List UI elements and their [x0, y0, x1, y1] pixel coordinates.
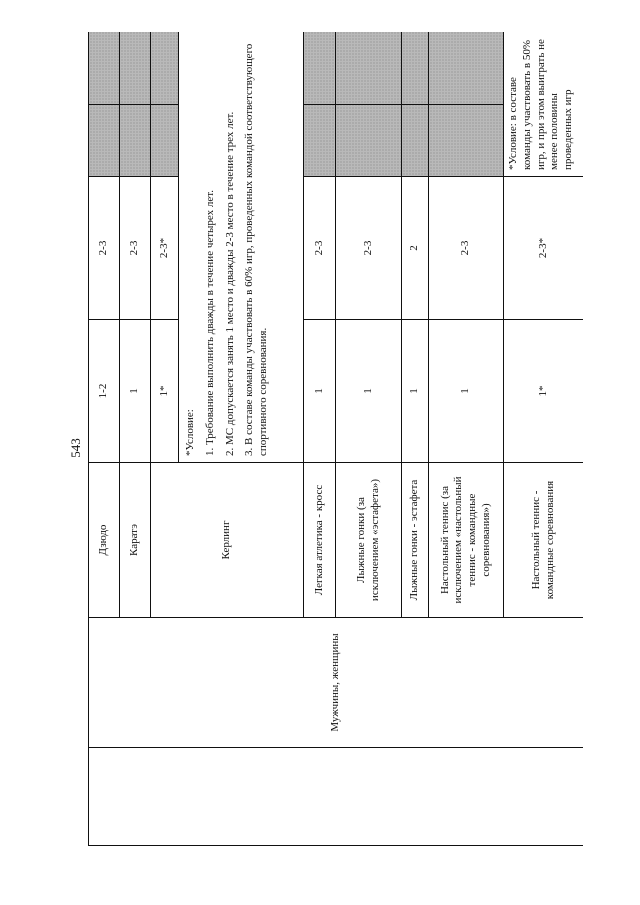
- shaded-cell: [402, 32, 429, 105]
- shaded-cell: [89, 105, 120, 177]
- document: [88, 32, 583, 846]
- value-cell: 1: [304, 320, 336, 463]
- sport-name: Каратэ: [120, 463, 151, 618]
- shaded-cell: [151, 32, 179, 105]
- shaded-cell: [304, 105, 336, 177]
- value-cell: 2: [402, 177, 429, 320]
- sport-name: Настольный теннис - командные соревнования: [504, 463, 584, 618]
- sport-name: Дзюдо: [89, 463, 120, 618]
- sport-name: Лыжные гонки (за исключением «эстафета»): [336, 463, 402, 618]
- condition-item: 1. Требование выполнить дважды в течение четырех лет.: [203, 189, 216, 456]
- value-cell: 2-3: [89, 177, 120, 320]
- condition-item: 2. МС допускается занять 1 место и дважды 2-3 место в течение трех лет.: [223, 111, 236, 456]
- condition-item: 3. В составе команды участвовать в 60% игр, проведенных командой соответствующего спортивного соревнования.: [243, 43, 269, 456]
- shaded-cell: [89, 32, 120, 105]
- condition-title: *Условие:: [184, 409, 196, 456]
- value-cell: 1: [336, 320, 402, 463]
- value-cell: 2-3: [429, 177, 504, 320]
- page-number: 543: [68, 438, 83, 458]
- rotated-page: [88, 32, 583, 846]
- sport-name: Лыжные гонки - эстафета: [402, 463, 429, 618]
- value-cell: 2-3*: [151, 177, 179, 320]
- blank-cell: [89, 748, 584, 846]
- sports-table: [88, 32, 583, 846]
- group-label: Мужчины, женщины: [89, 618, 584, 748]
- value-cell: 1: [402, 320, 429, 463]
- sport-name: Легкая атлетика - кросс: [304, 463, 336, 618]
- shaded-cell: [336, 32, 402, 105]
- curling-condition-note: [179, 32, 304, 463]
- shaded-cell: [151, 105, 179, 177]
- shaded-cell: [304, 32, 336, 105]
- value-cell: 2-3: [336, 177, 402, 320]
- shaded-cell: [429, 32, 504, 105]
- shaded-cell: [120, 105, 151, 177]
- value-cell: 2-3*: [504, 177, 584, 320]
- tennis-condition-note: *Условие: в составе команды участвовать в 50% игр, и при этом выиграть не менее половины проведенных игр: [504, 32, 584, 177]
- value-cell: 2-3: [304, 177, 336, 320]
- sport-name: Керлинг: [151, 463, 304, 618]
- shaded-cell: [402, 105, 429, 177]
- value-cell: 1: [120, 320, 151, 463]
- shaded-cell: [429, 105, 504, 177]
- value-cell: 1*: [151, 320, 179, 463]
- value-cell: 1*: [504, 320, 584, 463]
- shaded-cell: [336, 105, 402, 177]
- sport-name: Настольный теннис (за исключением «настольный теннис - командные соревнования»): [429, 463, 504, 618]
- shaded-cell: [120, 32, 151, 105]
- value-cell: 1: [429, 320, 504, 463]
- value-cell: 2-3: [120, 177, 151, 320]
- table-row: [89, 32, 120, 846]
- value-cell: 1-2: [89, 320, 120, 463]
